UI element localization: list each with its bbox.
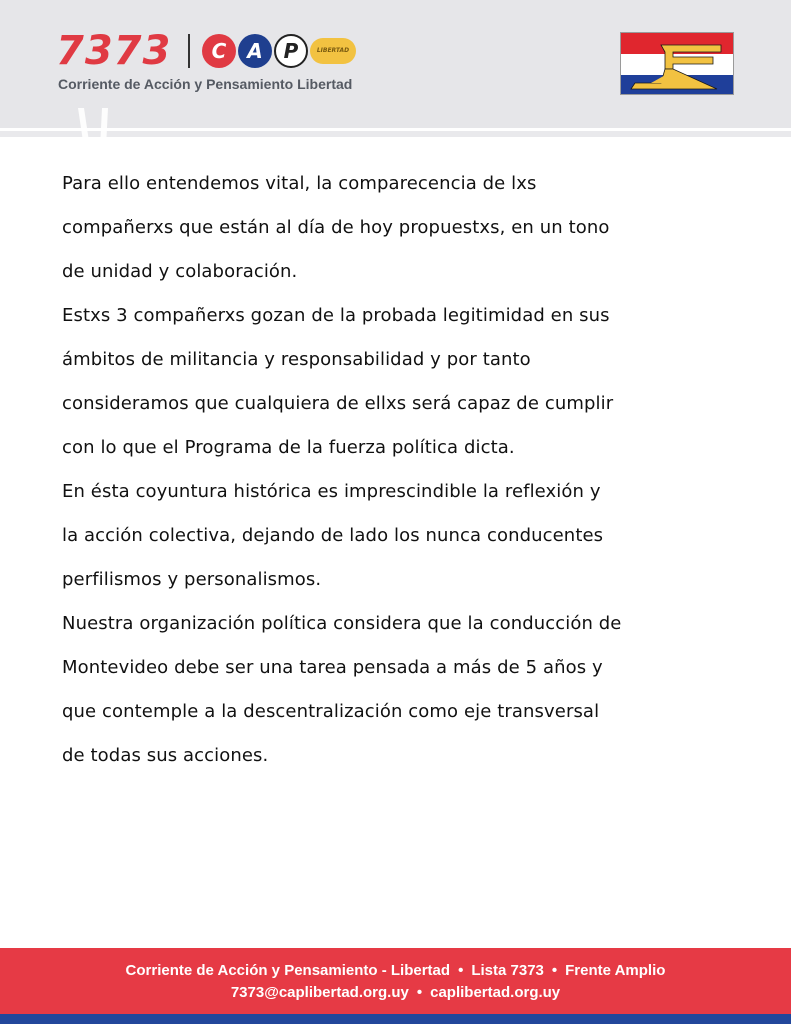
body-line: perfilismos y personalismos. [62,569,322,590]
footer-separator: • [551,962,558,979]
body-line: Nuestra organización política considera que la conducción de [62,613,622,634]
body-line: la acción colectiva, dejando de lado los nunca conducentes [62,525,604,546]
body-line: En ésta coyuntura histórica es imprescindible la reflexión y [62,481,601,502]
logo-libertad-badge: LIBERTAD [310,38,356,64]
footer-party-name: Frente Amplio [565,962,666,979]
flag-emblem-icon [621,33,734,95]
body-line: con lo que el Programa de la fuerza política dicta. [62,437,515,458]
body-line: consideramos que cualquiera de ellxs será capaz de cumplir [62,393,614,414]
frente-amplio-flag-icon [620,32,734,95]
body-line: compañerxs que están al día de hoy propuestxs, en un tono [62,217,610,238]
footer-contact-info [0,984,791,1001]
organization-logo [56,28,366,98]
body-line: de todas sus acciones. [62,745,269,766]
logo-number: 7373 [56,28,172,74]
watermark-mark [70,108,120,148]
footer-email: 7373@caplibertad.org.uy [230,984,409,1001]
footer-separator: • [416,984,423,1001]
footer-website: caplibertad.org.uy [430,984,561,1001]
body-line: que contemple a la descentralización como eje transversal [62,701,600,722]
document-body [62,162,742,778]
body-line: Montevideo debe ser una tarea pensada a más de 5 años y [62,657,603,678]
footer-organization-info [0,962,791,979]
body-line: Para ello entendemos vital, la comparecencia de lxs [62,173,537,194]
logo-tagline: Corriente de Acción y Pensamiento Libertad [58,76,353,92]
body-line: ámbitos de militancia y responsabilidad y por tanto [62,349,531,370]
cap-logo-icon [202,34,362,68]
logo-letter-a: A [238,34,272,68]
footer-separator: • [458,962,464,979]
body-line: Estxs 3 compañerxs gozan de la probada legitimidad en sus [62,305,610,326]
footer-list-number: Lista 7373 [471,962,544,979]
body-line: de unidad y colaboración. [62,261,298,282]
logo-letter-c: C [202,34,236,68]
footer-band [0,948,791,1014]
footer-organization-name: Corriente de Acción y Pensamiento - Libertad [125,962,451,979]
footer-bottom-stripe [0,1014,791,1024]
logo-divider [188,34,190,68]
logo-letter-p: P [274,34,308,68]
